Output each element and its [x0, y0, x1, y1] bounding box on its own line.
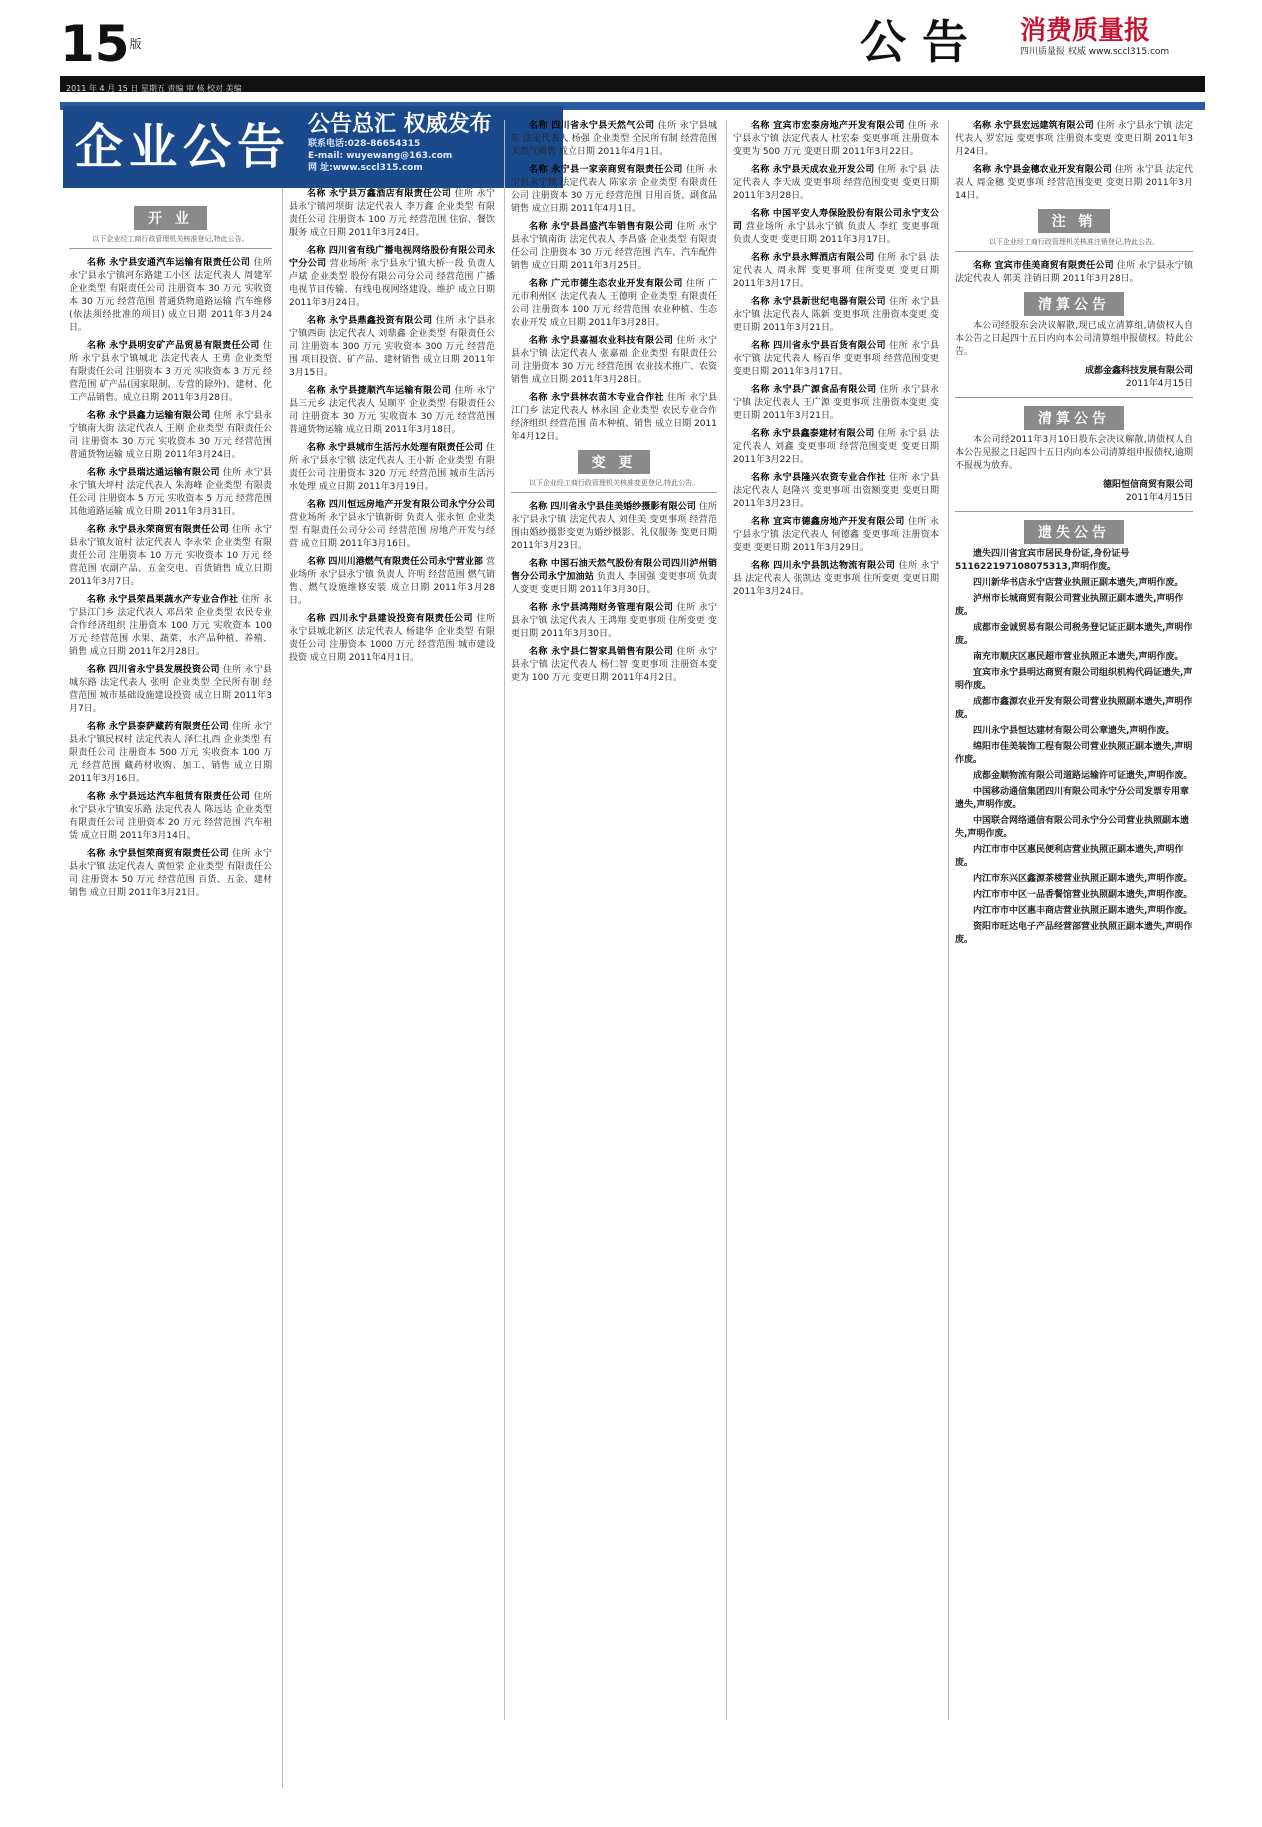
company-name: 名称 永宁县鼎鑫投资有限公司	[307, 316, 433, 326]
company-name: 名称 四川永宁县凯达物流有限公司	[751, 561, 896, 571]
company-name: 名称 永宁县天成农业开发公司	[751, 165, 875, 175]
entry-body: 营业场所 永宁县永宁镇 负责人 许明 经营范围 燃气销售、燃气设施维修安装 成立日期 2011年3月28日。	[289, 557, 495, 606]
notice-entry	[289, 315, 495, 380]
notice-entry	[69, 340, 272, 405]
entry-body: 住所 永宁县永宁镇大坪村 法定代表人 朱海峰 企业类型 有限责任公司 注册资本 5 万元 实收资本 5 万元 经营范围 其他道路运输 成立日期 2011年3月31日。	[69, 468, 272, 517]
notice-entry	[733, 472, 939, 511]
divider	[955, 511, 1193, 512]
notice-entry	[511, 120, 717, 159]
company-name: 名称 四川永宁县建设投资有限责任公司	[307, 614, 474, 624]
liquidation-1-sign: 成都金鑫科技发展有限公司	[1084, 366, 1193, 376]
entry-body: 住所 永宁县永宁镇安乐路 法定代表人 陈远达 企业类型 有限责任公司 注册资本 20 万元 经营范围 汽车租赁 成立日期 2011年3月14日。	[69, 792, 272, 841]
company-name: 名称 四川恒远房地产开发有限公司永宁分公司	[307, 500, 495, 510]
lost-item: 四川永宁县恒达建材有限公司公章遗失,声明作废。	[973, 726, 1175, 736]
entry-body: 营业场所 永宁县永宁镇大桥一段 负责人 卢斌 企业类型 股份有限公司分公司 经营范围 广播电视节目传输、有线电视网络建设、维护 成立日期 2011年3月24日。	[289, 259, 495, 308]
notice-entry	[69, 721, 272, 786]
change-list-3	[955, 120, 1193, 203]
cancel-tag: 注 销	[1038, 209, 1111, 233]
company-name: 名称 四川省有线广播电视网络股份有限公司永宁分公司	[289, 246, 495, 269]
entry-body: 住所 永宁县永宁镇 法定代表人 刘佳美 变更事项 经营范围由婚纱摄影变更为婚纱摄影、礼仪服务 变更日期 2011年3月23日。	[511, 502, 717, 551]
entry-body: 住所 永宁县永宁镇河东路建工小区 法定代表人 周建军 企业类型 有限责任公司 注册资本 30 万元 实收资本 30 万元 经营范围 普通货物道路运输 汽车维修(依法须经批准的项目) 成立日期 2011年3月24日。	[69, 258, 272, 333]
notice-entry	[69, 410, 272, 462]
banner-title: 企业公告	[74, 119, 291, 175]
company-name: 名称 永宁县新世纪电器有限公司	[751, 297, 886, 307]
lost-tag: 遗失公告	[1024, 520, 1124, 544]
banner-headline: 公告总汇 权威发布	[308, 112, 492, 137]
lost-item: 四川新华书店永宁店营业执照正副本遗失,声明作废。	[973, 578, 1184, 588]
notice-entry	[289, 499, 495, 551]
notice-entry	[69, 664, 272, 716]
liquidation-1-tag: 清算公告	[1024, 292, 1124, 316]
date-bar	[60, 76, 1205, 92]
entry-body: 住所 永宁县城东路 法定代表人 张明 企业类型 全民所有制 经营范围 城市基础设施建设投资 成立日期 2011年3月7日。	[69, 665, 272, 714]
company-name: 名称 永宁县一家亲商贸有限责任公司	[529, 165, 683, 175]
entry-body: 住所 永宁县城北新区 法定代表人 杨建华 企业类型 有限责任公司 注册资本 1000 万元 经营范围 城市建设投资 成立日期 2011年4月1日。	[289, 614, 495, 663]
change-list-2	[733, 120, 939, 599]
page-number: 15版	[60, 15, 142, 73]
opening-section-head	[69, 206, 272, 230]
notice-entry	[289, 613, 495, 665]
opening-note: 以下企业经工商行政管理机关核准登记,特此公告。	[69, 234, 272, 249]
notice-entry	[69, 524, 272, 589]
notice-entry	[289, 442, 495, 494]
company-name: 名称 永宁县鑫力运输有限公司	[87, 411, 211, 421]
entry-body: 住所 永宁县永宁镇南大街 法定代表人 王刚 企业类型 有限责任公司 注册资本 30 万元 实收资本 30 万元 经营范围 普通货物运输 成立日期 2011年3月24日。	[69, 411, 272, 460]
entry-body: 住所 永宁县三元乡 法定代表人 吴顺平 企业类型 有限责任公司 注册资本 30 万元 实收资本 30 万元 经营范围 普通货物运输 成立日期 2011年3月18日。	[289, 386, 495, 435]
change-section-head	[511, 450, 717, 474]
company-name: 名称 永宁县城市生活污水处理有限责任公司	[307, 443, 484, 453]
entry-body: 住所 永宁县永宁镇 法定代表人 张嘉福 企业类型 有限责任公司 注册资本 30 万元 经营范围 农业技术推广、农资销售 成立日期 2011年3月28日。	[511, 336, 717, 385]
lost-item: 内江市市中区一品香餐馆营业执照副本遗失,声明作废。	[973, 890, 1193, 900]
entry-body: 住所 永宁县永宁镇河坝街 法定代表人 李万鑫 企业类型 有限责任公司 注册资本 100 万元 经营范围 住宿、餐饮服务 成立日期 2011年3月24日。	[289, 189, 495, 238]
notice-entry	[289, 188, 495, 240]
liquidation-2-date: 2011年4月15日	[1125, 493, 1193, 503]
lost-item: 成都金顺物流有限公司道路运输许可证遗失,声明作废。	[973, 771, 1193, 781]
notice-entry	[733, 208, 939, 247]
cancel-note: 以下企业经工商行政管理机关核准注销登记,特此公告。	[955, 237, 1193, 252]
notice-entry	[69, 848, 272, 900]
page-suffix: 版	[129, 37, 142, 51]
company-name: 名称 永宁县仁智家具销售有限公司	[529, 647, 674, 657]
company-name: 名称 永宁县万鑫酒店有限责任公司	[307, 189, 452, 199]
notice-entry	[733, 560, 939, 599]
entry-body: 住所 永宁县永宁镇 法定代表人 王小新 企业类型 有限责任公司 注册资本 320 万元 经营范围 城市生活污水处理 成立日期 2011年3月19日。	[289, 443, 495, 492]
lost-item: 成都市金诚贸易有限公司税务登记证正副本遗失,声明作废。	[955, 623, 1193, 646]
entry-body: 住所 永宁县 法定代表人 刘鑫 变更事项 经营范围变更 变更日期 2011年3月22日。	[733, 429, 939, 465]
column-3	[504, 120, 723, 1720]
opening-list-2	[289, 188, 495, 665]
notice-entry	[733, 516, 939, 555]
column-2	[282, 188, 501, 1788]
logo-subtitle: 四川质量报 权威 www.sccl315.com	[1020, 47, 1170, 57]
cancel-section-head	[955, 209, 1193, 233]
lost-item: 中国移动通信集团四川有限公司永宁分公司发票专用章遗失,声明作废。	[955, 787, 1190, 810]
notice-entry	[511, 221, 717, 273]
notice-entry	[511, 278, 717, 330]
entry-body: 住所 永宁县永宁镇 法定代表人 王鸿翔 变更事项 住所变更 变更日期 2011年3月30日。	[511, 603, 717, 639]
entry-body: 住所 永宁县永宁镇 法定代表人 王广源 变更事项 注册资本变更 变更日期 2011年3月21日。	[733, 385, 939, 421]
company-name: 名称 永宁县鸿翔财务管理有限公司	[529, 603, 674, 613]
notice-entry	[289, 245, 495, 310]
company-name: 名称 宜宾市宏泰房地产开发有限公司	[751, 121, 905, 131]
company-name: 名称 永宁县嘉福农业科技有限公司	[529, 336, 674, 346]
opening-list	[69, 257, 272, 900]
entry-body: 住所 永宁县永宁镇 法定代表人 杨仁智 变更事项 注册资本变更为 100 万元 变更日期 2011年4月2日。	[511, 647, 717, 683]
company-name: 名称 永宁县瑞达通运输有限公司	[87, 468, 220, 478]
entry-body: 住所 永宁县城东 法定代表人 杨强 企业类型 全民所有制 经营范围 天然气销售 成立日期 2011年4月1日。	[511, 121, 717, 157]
notice-entry	[511, 501, 717, 553]
newspaper-logo	[1020, 16, 1205, 58]
lost-item: 泸州市长城商贸有限公司营业执照正副本遗失,声明作废。	[955, 594, 1184, 617]
notice-entry	[511, 646, 717, 685]
notice-entry	[289, 556, 495, 608]
lost-item: 绵阳市佳美装饰工程有限公司营业执照正副本遗失,声明作废。	[955, 742, 1193, 765]
liquidation-2-body: 本公司经2011年3月10日股东会决议解散,请债权人自本公告见报之日起四十五日内向本公司清算组申报债权,逾期不报视为放弃。	[955, 435, 1193, 471]
entry-body: 住所 永宁县永宁镇 法定代表人 何德鑫 变更事项 注册资本变更 变更日期 2011年3月29日。	[733, 517, 939, 553]
company-name: 名称 永宁县安通汽车运输有限责任公司	[87, 258, 251, 268]
entry-body: 住所 永宁县 法定代表人 李天成 变更事项 经营范围变更 变更日期 2011年3月28日。	[733, 165, 939, 201]
opening-list-3	[511, 120, 717, 444]
entry-body: 住所 永宁县永宁镇 法定代表人 黄恒荣 企业类型 有限责任公司 注册资本 50 万元 经营范围 百货、五金、建材销售 成立日期 2011年3月21日。	[69, 849, 272, 898]
company-name: 名称 永宁县永荣商贸有限责任公司	[87, 525, 230, 535]
notice-entry	[511, 602, 717, 641]
cancel-list	[955, 260, 1193, 286]
company-name: 名称 永宁县林农苗木专业合作社	[529, 393, 664, 403]
company-name: 名称 宜宾市佳美商贸有限责任公司	[973, 261, 1114, 271]
entry-body: 住所 永宁县永宁镇 法定代表人 陈新 变更事项 注册资本变更 变更日期 2011年3月21日。	[733, 297, 939, 333]
logo-name: 消费质量报	[1020, 16, 1151, 46]
lost-item: 宜宾市永宁县明达商贸有限公司组织机构代码证遗失,声明作废。	[955, 668, 1193, 691]
entry-body: 住所 永宁县江门乡 法定代表人 邓昌荣 企业类型 农民专业合作经济组织 注册资本 100 万元 实收资本 100 万元 经营范围 水果、蔬菜、水产品种植、养殖、销售 成立日期 2011年2月28日。	[69, 595, 272, 657]
company-name: 名称 四川川港燃气有限责任公司永宁营业部	[307, 557, 484, 567]
notice-entry	[955, 120, 1193, 159]
company-name: 名称 永宁县宏远建筑有限公司	[973, 121, 1094, 131]
entry-body: 住所 永宁县永宁镇 法定代表人 郭美 注销日期 2011年3月28日。	[955, 261, 1193, 284]
notice-entry	[733, 164, 939, 203]
notice-entry	[511, 335, 717, 387]
entry-body: 住所 永宁县 法定代表人 周永辉 变更事项 住所变更 变更日期 2011年3月17日。	[733, 253, 939, 289]
column-1	[63, 200, 278, 1800]
notice-entry	[733, 340, 939, 379]
entry-body: 住所 永宁县永宁镇 法定代表人 陈家亲 企业类型 有限责任公司 注册资本 30 万元 经营范围 日用百货、副食品销售 成立日期 2011年4月1日。	[511, 165, 717, 214]
entry-body: 营业场所 永宁县永宁镇 负责人 李红 变更事项 负责人变更 变更日期 2011年3月17日。	[733, 222, 939, 245]
company-name: 名称 宜宾市德鑫房地产开发有限公司	[751, 517, 905, 527]
company-name: 名称 四川省永宁县天然气公司	[529, 121, 655, 131]
change-tag: 变 更	[578, 450, 651, 474]
banner-email: E-mail: wuyewang@163.com	[308, 151, 453, 161]
entry-body: 住所 永宁县永宁镇友谊村 法定代表人 李永荣 企业类型 有限责任公司 注册资本 10 万元 实收资本 10 万元 经营范围 农副产品、五金交电、百货销售 成立日期 2011年3月7日。	[69, 525, 272, 587]
liquidation-1-head	[955, 292, 1193, 316]
liquidation-1-date: 2011年4月15日	[1125, 379, 1193, 389]
lost-item: 内江市市中区惠民便利店营业执照正副本遗失,声明作废。	[955, 845, 1184, 868]
lost-item: 南充市顺庆区惠民超市营业执照正本遗失,声明作废。	[973, 652, 1184, 662]
section-title: 公告	[860, 15, 984, 69]
entry-body: 住所 永宁县 法定代表人 赵隆兴 变更事项 出资额变更 变更日期 2011年3月23日。	[733, 473, 939, 509]
divider	[955, 397, 1193, 398]
notice-entry	[69, 467, 272, 519]
opening-tag: 开 业	[134, 206, 207, 230]
liquidation-2-sign: 德阳恒信商贸有限公司	[1102, 480, 1193, 490]
banner-phone: 联系电话:028-86654315	[308, 139, 421, 149]
company-name: 名称 四川省永宁县百货有限公司	[751, 341, 886, 351]
company-name: 名称 永宁县广源食品有限公司	[751, 385, 877, 395]
entry-body: 住所 广元市利州区 法定代表人 王德明 企业类型 有限责任公司 注册资本 100 万元 经营范围 农业种植、生态农业开发 成立日期 2011年3月28日。	[511, 279, 717, 328]
lost-item: 内江市市中区惠丰商店营业执照正副本遗失,声明作废。	[973, 906, 1193, 916]
entry-body: 住所 永宁县永宁镇城北 法定代表人 王勇 企业类型 有限责任公司 注册资本 3 万元 实收资本 3 万元 经营范围 矿产品(国家限制、专营的除外)、建材、化工产品销售。成立日期 2011年3月28日。	[69, 341, 272, 403]
column-4	[726, 120, 945, 1720]
notice-entry	[733, 296, 939, 335]
notice-entry	[733, 428, 939, 467]
lost-item: 中国联合网络通信有限公司永宁分公司营业执照副本遗失,声明作废。	[955, 816, 1190, 839]
date-line: 2011 年 4 月 15 日 星期五 责编 审 核 校对 美编	[66, 84, 242, 93]
company-name: 名称 永宁县隆兴农资专业合作社	[751, 473, 886, 483]
entry-body: 负责人 李国强 变更事项 负责人变更 变更日期 2011年3月30日。	[511, 572, 717, 595]
column-5	[948, 120, 1199, 1720]
company-name: 名称 永宁县金穗农业开发有限公司	[973, 165, 1112, 175]
company-name: 名称 中国平安人寿保险股份有限公司永宁支公司	[733, 209, 939, 232]
company-name: 名称 广元市德生态农业开发有限公司	[529, 279, 683, 289]
notice-entry	[733, 384, 939, 423]
entry-body: 住所 永宁县永宁镇民权村 法定代表人 泽仁扎西 企业类型 有限责任公司 注册资本 500 万元 实收资本 100 万元 经营范围 藏药材收购、加工、销售 成立日期 2011年3月16日。	[69, 722, 272, 784]
notice-entry	[511, 558, 717, 597]
banner-website: 网 址:www.sccl315.com	[308, 163, 423, 173]
entry-body: 住所 永宁县永宁镇南街 法定代表人 李昌盛 企业类型 有限责任公司 注册资本 30 万元 经营范围 汽车、汽车配件销售 成立日期 2011年3月25日。	[511, 222, 717, 271]
lost-item: 成都市鑫源农业开发有限公司营业执照副本遗失,声明作废。	[955, 697, 1193, 720]
notice-entry	[69, 594, 272, 659]
liquidation-2-head	[955, 406, 1193, 430]
company-name: 名称 四川省永宁县佳美婚纱摄影有限公司	[529, 502, 696, 512]
lost-item: 资阳市旺达电子产品经营部营业执照正副本遗失,声明作废。	[955, 922, 1193, 945]
change-note: 以下企业经工商行政管理机关核准变更登记,特此公告。	[511, 478, 717, 493]
entry-body: 营业场所 永宁县永宁镇新街 负责人 张永恒 企业类型 有限责任公司分公司 经营范围 房地产开发与经营 成立日期 2011年3月16日。	[289, 513, 495, 549]
enterprise-notice-banner	[63, 106, 563, 188]
lost-item: 内江市东兴区鑫源茶楼营业执照正副本遗失,声明作废。	[973, 874, 1193, 884]
notice-entry	[955, 164, 1193, 203]
lost-list	[955, 548, 1193, 947]
notice-entry	[733, 252, 939, 291]
company-name: 名称 永宁县荣昌果蔬水产专业合作社	[87, 595, 239, 605]
company-name: 名称 四川省永宁县发展投资公司	[87, 665, 220, 675]
entry-body: 住所 永宁县永宁镇 法定代表人 罗宏远 变更事项 注册资本变更 变更日期 2011年3月24日。	[955, 121, 1193, 157]
notice-entry	[511, 164, 717, 216]
liquidation-2-tag: 清算公告	[1024, 406, 1124, 430]
change-list	[511, 501, 717, 685]
liquidation-1-body: 本公司经股东会决议解散,现已成立清算组,请债权人自本公告之日起四十五日内向本公司清算组申报债权。特此公告。	[955, 321, 1193, 357]
lost-item: 遗失四川省宜宾市居民身份证,身份证号 511622197108075313,声明作废。	[955, 549, 1130, 572]
company-name: 名称 永宁县昌盛汽车销售有限公司	[529, 222, 674, 232]
entry-body: 住所 永宁县永宁镇西街 法定代表人 刘鼎鑫 企业类型 有限责任公司 注册资本 300 万元 实收资本 300 万元 经营范围 项目投资、矿产品、建材销售 成立日期 2011年3月15日。	[289, 316, 495, 378]
notice-entry	[511, 392, 717, 444]
company-name: 名称 永宁县捷顺汽车运输有限公司	[307, 386, 452, 396]
company-name: 名称 永宁县远达汽车租赁有限责任公司	[87, 792, 251, 802]
notice-entry	[69, 791, 272, 843]
company-name: 名称 永宁县恒荣商贸有限责任公司	[87, 849, 230, 859]
entry-body: 住所 永宁县永宁镇 法定代表人 杨百华 变更事项 经营范围变更 变更日期 2011年3月17日。	[733, 341, 939, 377]
notice-entry	[733, 120, 939, 159]
masthead	[60, 14, 1205, 78]
lost-section-head	[955, 520, 1193, 544]
notice-entry	[69, 257, 272, 335]
company-name: 名称 永宁县永辉酒店有限公司	[751, 253, 875, 263]
entry-body: 住所 永宁县 法定代表人 周金穗 变更事项 经营范围变更 变更日期 2011年3月14日。	[955, 165, 1193, 201]
company-name: 名称 永宁县泰萨藏药有限责任公司	[87, 722, 230, 732]
entry-body: 住所 永宁县 法定代表人 张凯达 变更事项 住所变更 变更日期 2011年3月24日。	[733, 561, 939, 597]
company-name: 名称 永宁县明安矿产品贸易有限责任公司	[87, 341, 260, 351]
entry-body: 住所 永宁县永宁镇 法定代表人 杜宏泰 变更事项 注册资本变更为 500 万元 变更日期 2011年3月22日。	[733, 121, 939, 157]
notice-entry	[289, 385, 495, 437]
entry-body: 住所 永宁县江门乡 法定代表人 林永国 企业类型 农民专业合作经济组织 经营范围 苗木种植、销售 成立日期 2011年4月12日。	[511, 393, 717, 442]
notice-entry	[955, 260, 1193, 286]
company-name: 名称 永宁县鑫泰建材有限公司	[751, 429, 875, 439]
company-name: 名称 中国石油天然气股份有限公司四川泸州销售分公司永宁加油站	[511, 559, 717, 582]
